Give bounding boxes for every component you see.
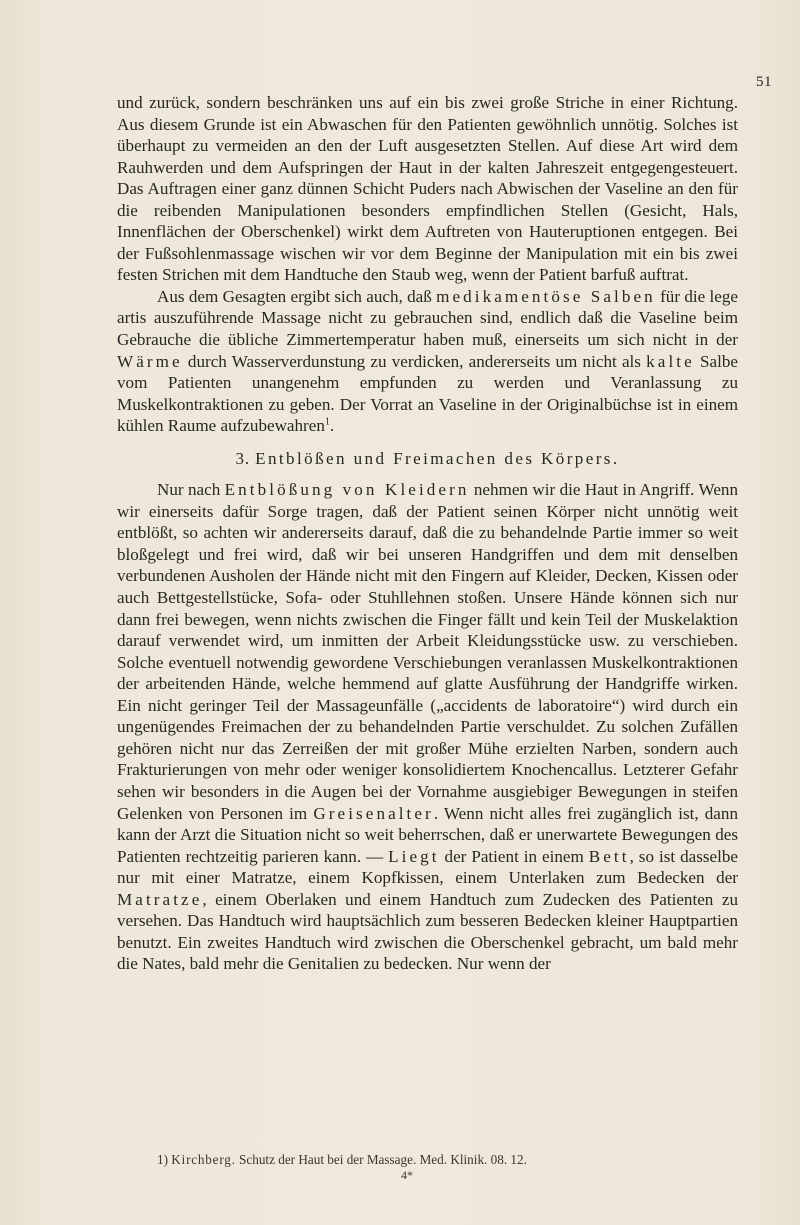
paragraph-3 <box>117 479 738 975</box>
footnote-author: Kirchberg. <box>171 1152 236 1167</box>
paragraph-2 <box>117 286 738 437</box>
footnote-text: Schutz der Haut bei der Massage. Med. Klinik. 08. 12. <box>235 1152 527 1167</box>
section-heading <box>117 448 738 470</box>
emphasis-waerme: Wärme <box>117 351 183 371</box>
emphasis-entbloessung: Entblößung von Kleidern <box>224 480 470 500</box>
text-run: , so ist dasselbe nur mit einer Matratze, einem Kopfkissen, einem Unterlaken zum Bedecken der <box>117 846 738 888</box>
text-run: Salbe vom Patienten unangenehm empfunden zu werden und Veranlassung zu Muskelkontraktionen zu geben. Der Vorrat an Vaseline in der Originalbüchse ist in einem kühlen Raume aufzubewahren <box>117 351 738 436</box>
text-run: der Patient in einem <box>439 846 589 866</box>
section-title: Entblößen und Freimachen des Körpers. <box>255 448 620 468</box>
text-run: Aus dem Gesagten ergibt sich auch, daß <box>157 286 437 306</box>
text-run: , einem Oberlaken und einem Handtuch zum Zudecken des Patienten zu versehen. Das Handtuch wird hauptsächlich zum besseren Bedecken kleiner Hauptpartien benutzt. Ein zweites Handtuch wird zwischen die Oberschenkel gebracht, um bald mehr die Nates, bald mehr die Genitalien zu bedecken. Nur wenn der <box>117 889 738 974</box>
footnote-marker: 1) <box>157 1152 172 1167</box>
emphasis-greisenalter: Greisenalter <box>313 803 434 823</box>
text-run: Nur nach <box>157 480 225 500</box>
section-number: 3. <box>235 448 256 468</box>
text-run: . <box>329 416 335 436</box>
footnote <box>157 1152 757 1168</box>
text-run: für die lege artis auszuführende Massage nicht zu gebrauchen sind, endlich daß die Vaseline beim Gebrauche die übliche Zimmertemperatur haben muß, einerseits um sich nicht in der <box>117 286 739 350</box>
text-run: durch Wasserverdunstung zu verdicken, andererseits um nicht als <box>182 351 647 371</box>
emphasis-bett: Bett <box>588 846 630 866</box>
emphasis-kalte: kalte <box>646 351 695 371</box>
emphasis-medikamentoese-salben: medikamentöse Salben <box>436 286 656 306</box>
paragraph-1: und zurück, sondern beschränken uns auf ein bis zwei große Striche in einer Richtung. Aus diesem Grunde ist ein Abwaschen für den Patienten gewöhnlich unnötig. Solches ist überhaupt zu vermeiden an den der Luft ausgesetzten Stellen. Auf diese Art wird dem Rauhwerden und dem Aufspringen der Haut in der kalten Jahreszeit entgegengesteuert. Das Auftragen einer ganz dünnen Schicht Puders nach Abwischen der Vaseline an den für die reibenden Manipulationen besonders empfindlichen Stellen (Gesicht, Hals, Innenflächen der Oberschenkel) wirkt dem Auftreten von Hauteruptionen entgegen. Bei der Fußsohlenmassage wischen wir vor dem Beginne der Manipulation mit ein bis zwei festen Strichen mit dem Handtuche den Staub weg, wenn der Patient barfuß auftrat. <box>117 93 738 285</box>
page-number: 51 <box>756 74 772 90</box>
text-run: . Wenn nicht alles frei zugänglich ist, dann kann der Arzt die Situation nicht so weit beherrschen, daß er unerwartete Bewegungen des Patienten rechtzeitig parieren kann. — <box>117 803 738 866</box>
body-text <box>117 92 738 975</box>
emphasis-matratze: Matratze <box>117 889 203 909</box>
footnote-reference: 1 <box>324 416 330 428</box>
emphasis-liegt: Liegt <box>388 846 440 866</box>
text-run: nehmen wir die Haut in Angriff. Wenn wir einerseits dafür Sorge tragen, daß der Patient seinen Körper nicht unnötig weit entblößt, so achten wir andererseits darauf, daß die zu behandelnde Partie immer so weit bloßgelegt und frei wird, daß wir bei unseren Handgriffen und dem mit denselben verbundenen Ausholen der Hände nicht mit den Fingern auf Kleider, Decken, Kissen oder auch Bettgestellstücke, Sofa- oder Stuhllehnen stoßen. Unsere Hände können sich nur dann frei bewegen, wenn nichts zwischen die Finger fällt und kein Teil der Muskelaktion darauf verwendet wird, um inmitten der Arbeit Kleidungsstücke usw. zu verschieben. Solche eventuell notwendig gewordene Verschiebungen veranlassen Muskelkontraktionen der arbeitenden Hände, welche hemmend auf glatte Ausführung der Handgriffe wirken. Ein nicht geringer Teil der Massageunfälle („accidents de laboratoire“) wird durch ein ungenügendes Freimachen der zu behandelnden Partie verschuldet. Zu solchen Zufällen gehören nicht nur das Zerreißen der mit großer Mühe erzielten Narben, sondern auch Frakturierungen von mehr oder weniger konsolidiertem Knochencallus. Letzterer Gefahr sehen wir besonders in die Augen bei der Vornahme ausgiebiger Bewegungen in steifen Gelenken von Personen im <box>117 480 738 823</box>
signature-mark: 4* <box>401 1168 413 1182</box>
